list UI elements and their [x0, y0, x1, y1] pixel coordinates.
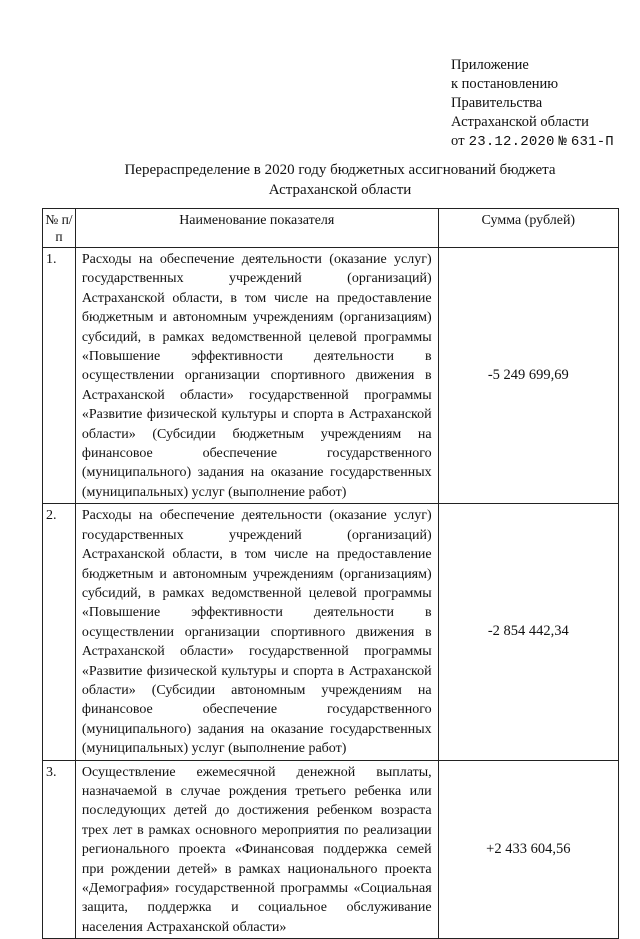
row-sum: +2 433 604,56 [438, 760, 618, 939]
row-sum: -5 249 699,69 [438, 248, 618, 504]
number-value: 631-П [570, 134, 614, 150]
table-header-row [43, 209, 619, 248]
number-sign: № [558, 134, 568, 150]
appendix-date-line [451, 132, 614, 152]
table-row [43, 248, 619, 504]
header-num: № п/п [43, 209, 76, 248]
row-num: 1. [43, 248, 76, 504]
header-sum: Сумма (рублей) [438, 209, 618, 248]
appendix-line: Астраханской области [451, 114, 589, 130]
row-name: Расходы на обеспечение деятельности (оказание услуг) государственных учреждений (организаций) Астраханской области, в том числе на предоставление бюджетным и автономным учреждениям (организациям) субсидий, в рамках ведомственной целевой программы «Повышение эффективности деятельности в осуществлении организации спортивного движения в Астраханской области» государственной программы «Развитие физической культуры и спорта в Астраханской области» (Субсидии бюджетным учреждениям на финансовое обеспечение государственного (муниципального) задания на оказание государственных (муниципальных) услуг (выполнение работ) [75, 248, 438, 504]
title-line-1: Перераспределение в 2020 году бюджетных ассигнований бюджета [124, 162, 556, 178]
row-sum: -2 854 442,34 [438, 504, 618, 760]
row-name: Осуществление ежемесячной денежной выплаты, назначаемой в случае рождения третьего ребенка или последующих детей до достижения ребенком возраста трех лет в рамках основного мероприятия по реализации регионального проекта «Финансовая поддержка семей при рождении детей» в рамках национального проекта «Демография» государственной программы «Социальная защита, поддержка и социальное обслуживание населения Астраханской области» [75, 760, 438, 939]
appendix-line: к постановлению [451, 76, 559, 92]
document-title [60, 160, 620, 200]
row-num: 3. [43, 760, 76, 939]
appendix-header [451, 56, 614, 152]
row-name: Расходы на обеспечение деятельности (оказание услуг) государственных учреждений (организаций) Астраханской области, в том числе на предоставление бюджетным и автономным учреждениям (организациям) субсидий, в рамках ведомственной целевой программы «Повышение эффективности деятельности в осуществлении организации спортивного движения в Астраханской области» государственной программы «Развитие физической культуры и спорта в Астраханской области» (Субсидии автономным учреждениям на финансовое обеспечение государственного (муниципального) задания на оказание государственных (муниципальных) услуг (выполнение работ) [75, 504, 438, 760]
date-prefix: от [451, 133, 465, 149]
allocation-table [42, 208, 619, 939]
table-row [43, 504, 619, 760]
appendix-line: Приложение [451, 57, 529, 73]
appendix-line: Правительства [451, 95, 543, 111]
header-name: Наименование показателя [75, 209, 438, 248]
table-row [43, 760, 619, 939]
title-line-2: Астраханской области [268, 182, 412, 198]
row-num: 2. [43, 504, 76, 760]
date-value: 23.12.2020 [468, 134, 555, 150]
